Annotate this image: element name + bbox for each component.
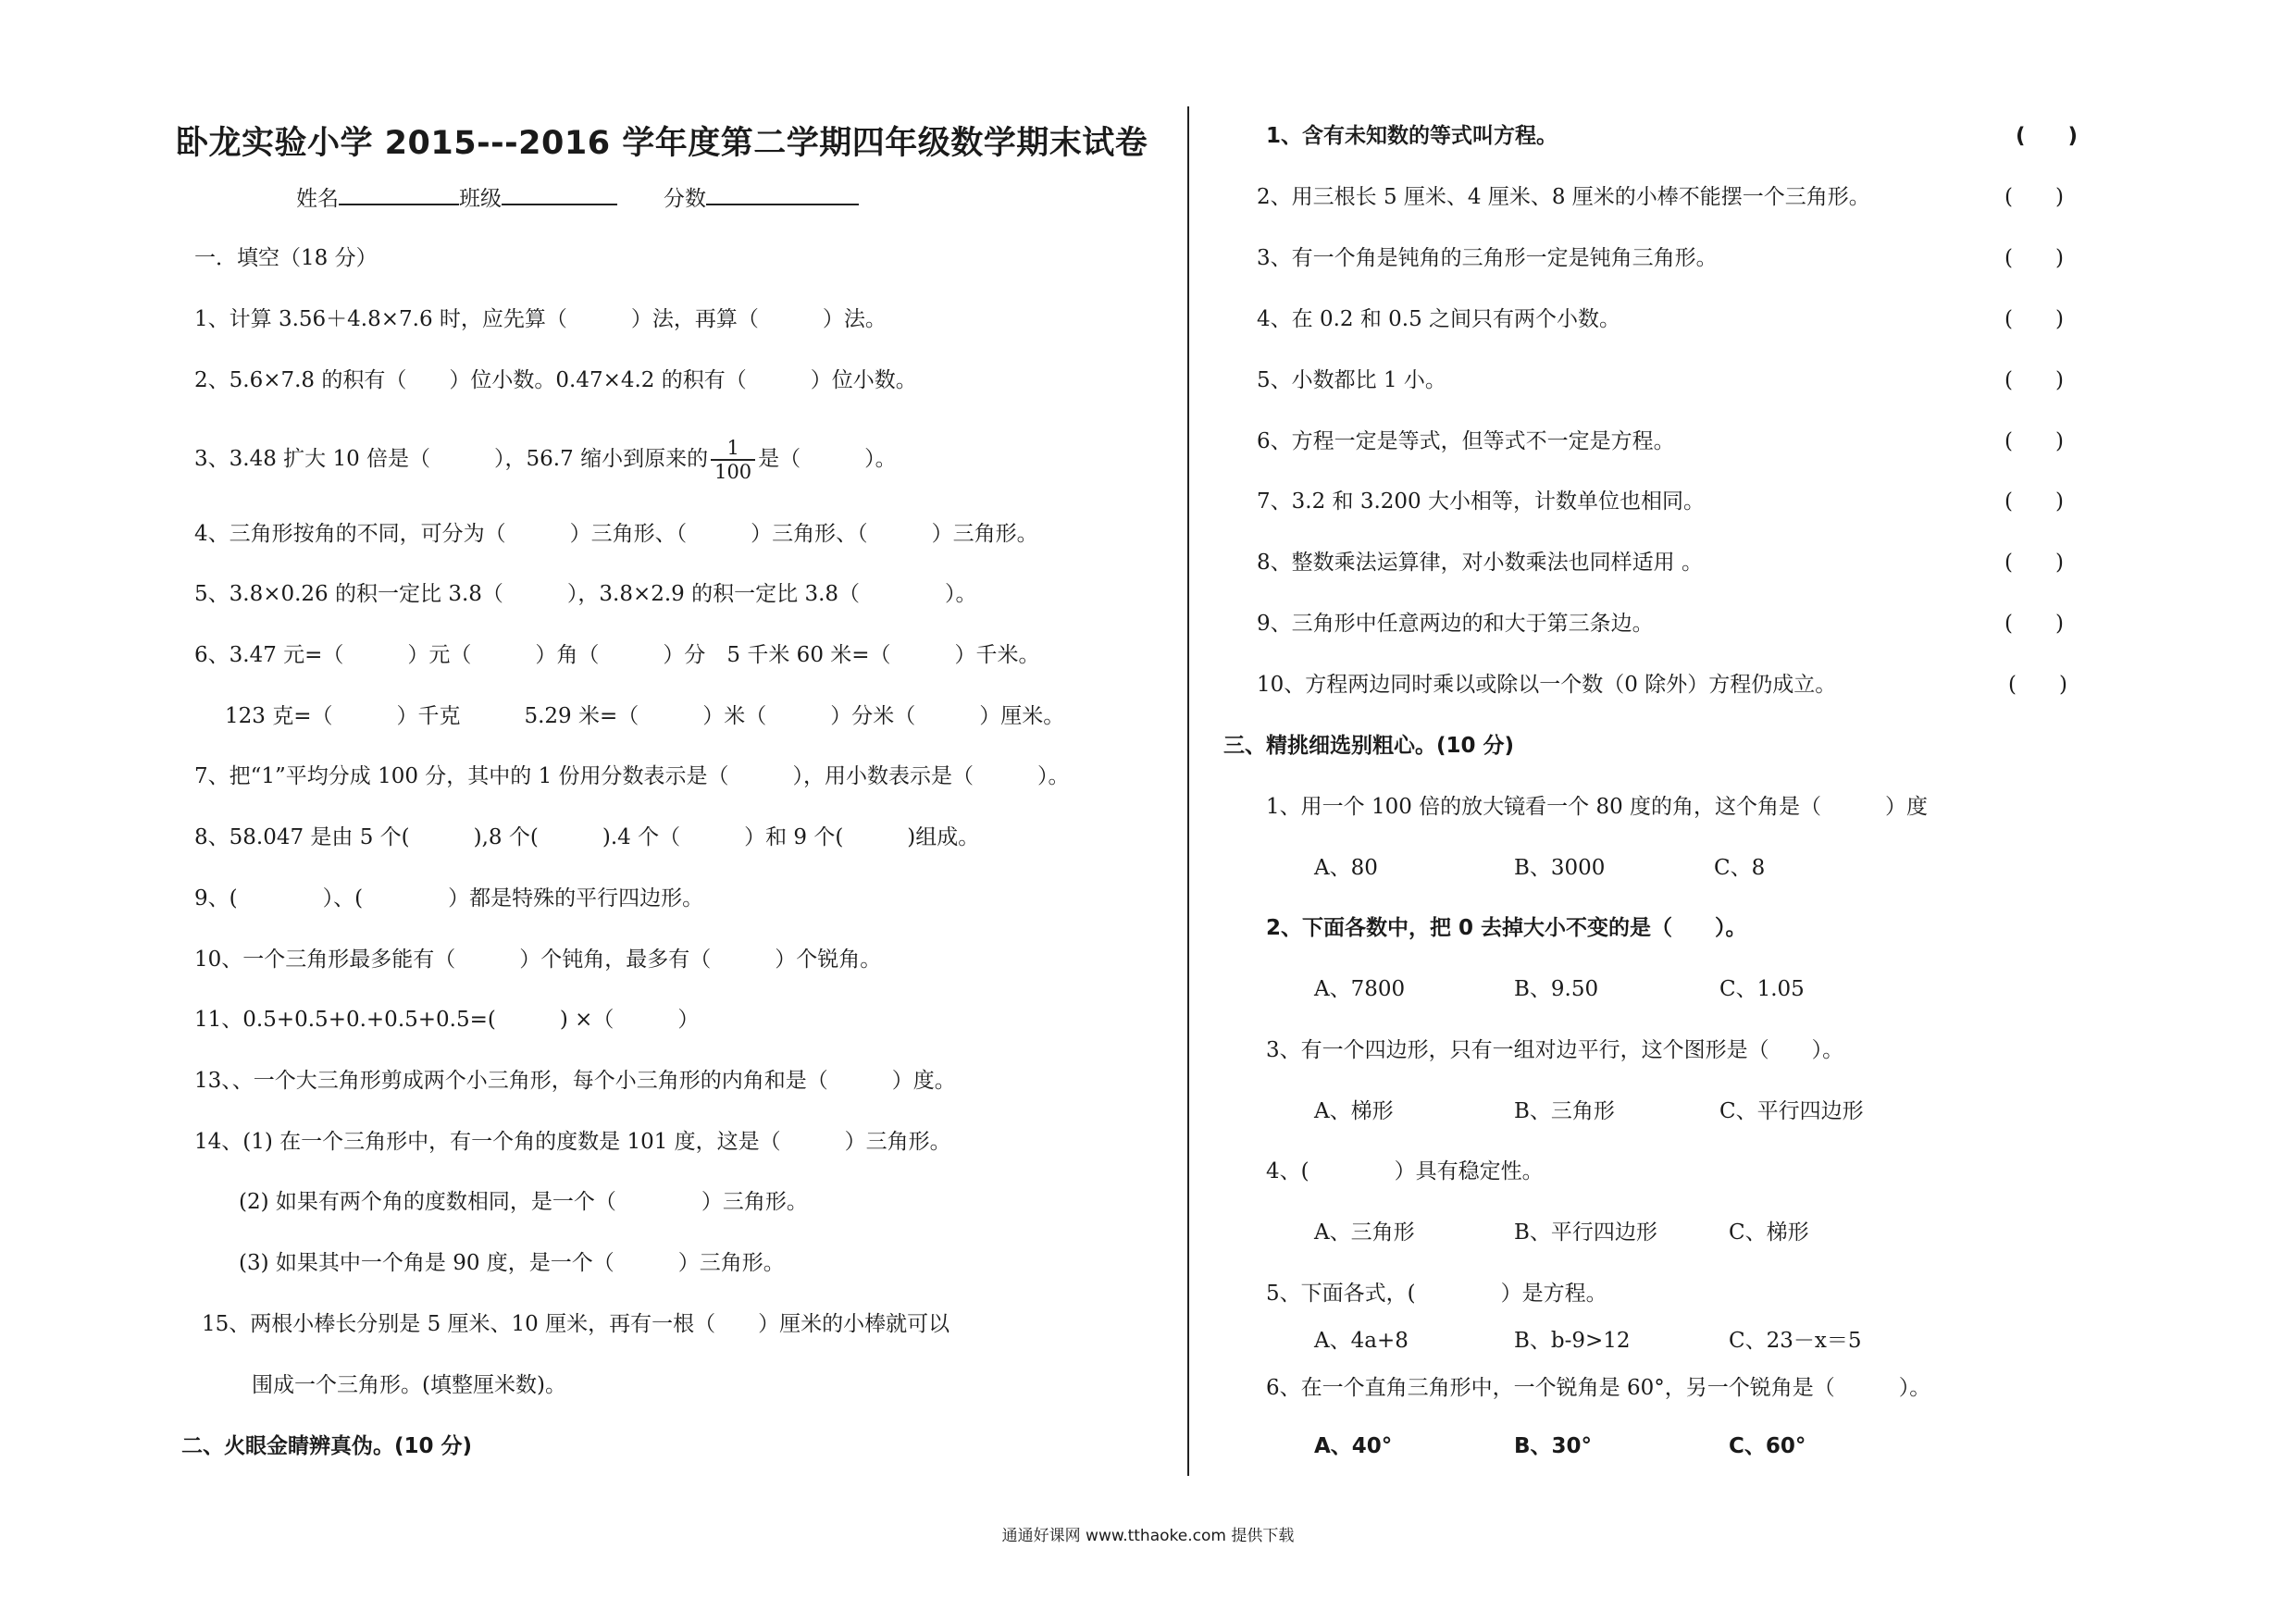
mc-3-option-c: C、平行四边形: [1719, 1099, 1864, 1123]
answer-paren-3[interactable]: ( ): [2004, 246, 2064, 270]
tf-item-4: 4、在 0.2 和 0.5 之间只有两个小数。: [1257, 307, 1621, 331]
mc-question-2-text: 2、下面各数中，把 0 去掉大小不变的是（ ）。: [1266, 916, 1747, 940]
mc-1-option-b: B、3000: [1514, 856, 1606, 880]
answer-paren-1[interactable]: ( ): [2016, 124, 2079, 148]
question-1-14-1: 14、(1) 在一个三角形中，有一个角的度数是 101 度，这是（ ）三角形。: [194, 1130, 951, 1154]
tf-item-6: 6、方程一定是等式，但等式不一定是方程。: [1257, 429, 1675, 453]
mc-3-option-b: B、三角形: [1514, 1099, 1615, 1123]
question-1-1: 1、计算 3.56＋4.8×7.6 时，应先算（ ）法，再算（ ）法。: [194, 307, 887, 331]
tf-item-7: 7、3.2 和 3.200 大小相等，计数单位也相同。: [1257, 489, 1705, 514]
score-field[interactable]: [706, 183, 859, 205]
question-1-4: 4、三角形按角的不同，可分为（ ）三角形、（ ）三角形、（ ）三角形。: [194, 522, 1038, 546]
mc-6-option-a: A、40°: [1314, 1434, 1393, 1458]
mc-5-option-c: C、23－x＝5: [1729, 1329, 1862, 1353]
mc-1-option-a: A、80: [1314, 856, 1378, 880]
student-info-line: [296, 181, 859, 212]
page-footer: 通通好课网 www.tthaoke.com 提供下载: [1001, 1527, 1295, 1545]
question-1-14-3: (3) 如果其中一个角是 90 度，是一个（ ）三角形。: [239, 1251, 785, 1275]
tf-item-10: 10、方程两边同时乘以或除以一个数（0 除外）方程仍成立。: [1257, 673, 1837, 697]
mc-1-option-c: C、8: [1714, 856, 1766, 880]
tf-item-5: 5、小数都比 1 小。: [1257, 368, 1446, 392]
name-label: 姓名: [296, 187, 339, 211]
question-1-15a: 15、两根小棒长分别是 5 厘米、10 厘米，再有一根（ ）厘米的小棒就可以: [202, 1312, 950, 1336]
question-1-6a: 6、3.47 元=（ ）元（ ）角（ ）分 5 千米 60 米=（ ）千米。: [194, 643, 1040, 667]
mc-4-option-a: A、三角形: [1314, 1220, 1415, 1245]
section1-heading: 一．填空（18 分）: [194, 246, 378, 270]
answer-paren-8[interactable]: ( ): [2004, 551, 2064, 575]
answer-paren-9[interactable]: ( ): [2004, 612, 2064, 636]
answer-paren-10[interactable]: ( ): [2008, 673, 2067, 697]
question-1-2: 2、5.6×7.8 的积有（ ）位小数。0.47×4.2 的积有（ ）位小数。: [194, 368, 917, 392]
fraction-one-hundredth: [711, 437, 755, 483]
tf-item-3: 3、有一个角是钝角的三角形一定是钝角三角形。: [1257, 246, 1718, 270]
question-1-6b: 123 克=（ ）千克 5.29 米=（ ）米（ ）分米（ ）厘米。: [225, 704, 1065, 728]
section2-heading: 二、火眼金睛辨真伪。(10 分): [181, 1434, 473, 1458]
score-label: 分数: [664, 187, 706, 211]
question-1-9: 9、( ）、( ）都是特殊的平行四边形。: [194, 886, 704, 911]
mc-4-option-b: B、平行四边形: [1514, 1220, 1657, 1245]
mc-6-option-b: B、30°: [1514, 1434, 1593, 1458]
mc-5-option-b: B、b-9>12: [1514, 1329, 1631, 1353]
question-1-15b: 围成一个三角形。(填整厘米数)。: [252, 1373, 566, 1397]
question-1-10: 10、一个三角形最多能有（ ）个钝角，最多有（ ）个锐角。: [194, 948, 882, 972]
question-1-3: [194, 437, 897, 483]
mc-3-option-a: A、梯形: [1314, 1099, 1394, 1123]
fraction-numerator: 1: [711, 437, 755, 461]
tf-item-2: 2、用三根长 5 厘米、4 厘米、8 厘米的小棒不能摆一个三角形。: [1257, 185, 1870, 209]
question-1-7: 7、把“1”平均分成 100 分，其中的 1 份用分数表示是（ ），用小数表示是（ ）。: [194, 764, 1070, 788]
mc-question-2: [1266, 914, 1747, 942]
answer-paren-7[interactable]: ( ): [2004, 489, 2064, 514]
mc-4-option-c: C、梯形: [1729, 1220, 1809, 1245]
question-1-5: 5、3.8×0.26 的积一定比 3.8（ ），3.8×2.9 的积一定比 3.8（ ）。: [194, 582, 977, 606]
answer-paren-2[interactable]: ( ): [2004, 185, 2064, 209]
question-1-11: 11、0.5+0.5+0.+0.5+0.5=( ) ×（ ）: [194, 1008, 700, 1032]
mc-question-1: 1、用一个 100 倍的放大镜看一个 80 度的角，这个角是（ ）度: [1266, 795, 1929, 819]
mc-6-option-c: C、60°: [1729, 1434, 1806, 1458]
class-label: 班级: [459, 187, 502, 211]
mc-question-6: 6、在一个直角三角形中，一个锐角是 60°，另一个锐角是（ ）。: [1266, 1376, 1931, 1400]
mc-2-option-a: A、7800: [1314, 977, 1406, 1001]
mc-5-option-a: A、4a+8: [1314, 1329, 1409, 1353]
column-divider: [1187, 106, 1189, 1476]
answer-paren-4[interactable]: ( ): [2004, 307, 2064, 331]
tf-item-8: 8、整数乘法运算律，对小数乘法也同样适用 。: [1257, 551, 1703, 575]
fraction-denominator: 100: [714, 461, 752, 483]
mc-question-3: 3、有一个四边形，只有一组对边平行，这个图形是（ ）。: [1266, 1038, 1844, 1062]
mc-2-option-c: C、1.05: [1719, 977, 1805, 1001]
mc-2-option-b: B、9.50: [1514, 977, 1599, 1001]
tf-item-1: 1、含有未知数的等式叫方程。: [1266, 124, 1558, 148]
answer-paren-6[interactable]: ( ): [2004, 429, 2064, 453]
name-field[interactable]: [339, 183, 459, 205]
question-1-13: 13、、一个大三角形剪成两个小三角形，每个小三角形的内角和是（ ）度。: [194, 1069, 956, 1093]
tf-item-9: 9、三角形中任意两边的和大于第三条边。: [1257, 612, 1654, 636]
answer-paren-5[interactable]: ( ): [2004, 368, 2064, 392]
class-field[interactable]: [502, 183, 617, 205]
mc-question-4: 4、( ）具有稳定性。: [1266, 1159, 1544, 1183]
question-1-8: 8、58.047 是由 5 个( ),8 个( ).4 个（ ）和 9 个( )组成。: [194, 825, 980, 849]
page-title: 卧龙实验小学 2015---2016 学年度第二学期四年级数学期末试卷: [176, 125, 1148, 162]
section3-heading: 三、精挑细选别粗心。(10 分): [1223, 734, 1515, 758]
question-1-14-2: (2) 如果有两个角的度数相同，是一个（ ）三角形。: [239, 1190, 808, 1214]
question-1-3-part-a: 3、3.48 扩大 10 倍是（ ），56.7 缩小到原来的: [194, 447, 709, 471]
mc-question-5: 5、下面各式，( ）是方程。: [1266, 1282, 1607, 1306]
question-1-3-part-b: 是（ ）。: [758, 447, 897, 471]
